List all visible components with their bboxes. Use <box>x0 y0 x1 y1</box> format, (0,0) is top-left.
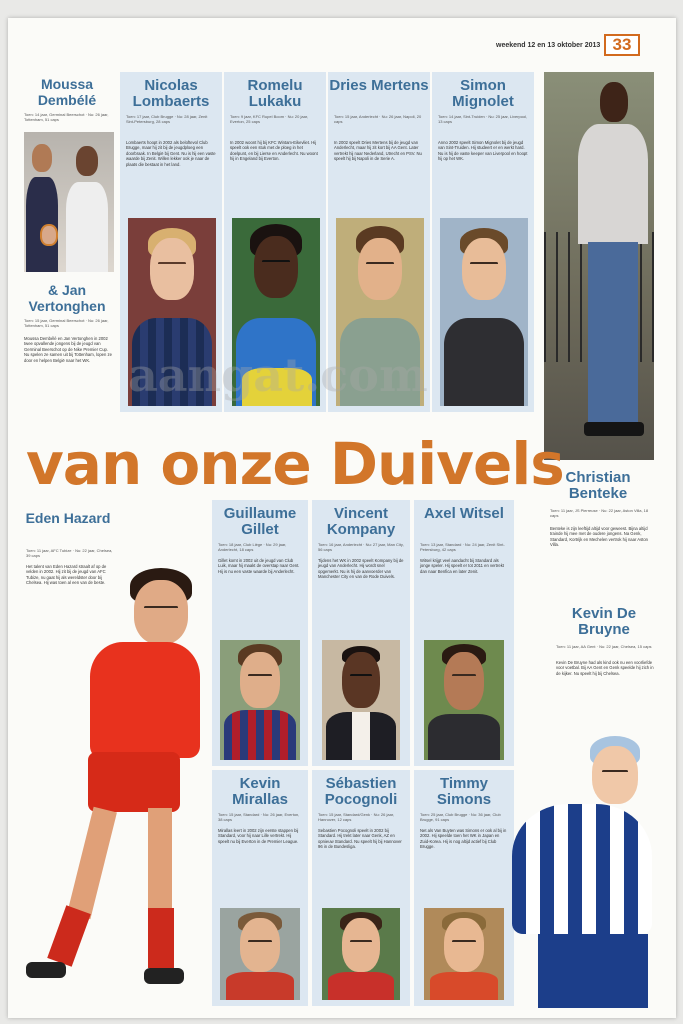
player-name-vertonghen: & Jan Vertonghen <box>28 282 106 314</box>
photo-gillet <box>220 640 300 760</box>
photo-simons <box>424 908 504 1000</box>
player-name-lukaku: Romelu Lukaku <box>247 77 303 110</box>
player-meta-mirallas: Toen: 15 jaar, Standard · Nu: 26 jaar, Everton, 38 caps <box>218 812 300 822</box>
card-gillet <box>212 500 308 766</box>
card-pocognoli <box>312 770 410 1006</box>
player-meta-lukaku: Toen: 9 jaar, KFC Rupel Boom · Nu: 20 jaar, Everton, 25 caps <box>230 114 309 124</box>
player-bio-mirallas: Mirallas leert in 2002 zijn eerste stappen bij Standard, voor hij naar Lille vertrekt. Hij speelt nu bij Everton in de Premier League. <box>218 828 299 844</box>
player-meta-vertonghen: Toen: 15 jaar, Germinal Beerschot · Nu: 26 jaar, Tottenham, 51 caps <box>24 318 109 328</box>
card-debruyne <box>498 598 664 1008</box>
player-name-pocognoli: Sébastien Pocognoli <box>324 775 398 808</box>
player-bio-lukaku: In 2002 woont hij bij KFC Wintam-Eikevliet. Hij speelt ook een stuk met de ploeg in het doelpunt, en bij Lierse en Anderlecht. Nu woont hij in Engeland bij Everton. <box>230 140 318 162</box>
player-name-debruyne: Kevin De Bruyne <box>571 605 637 638</box>
player-meta-mignolet: Toen: 14 jaar, Sint-Truiden · Nu: 25 jaar, Liverpool, 13 caps <box>438 114 528 124</box>
card-kompany <box>312 500 410 766</box>
player-bio-witsel: Witsel krijgt veel aandacht bij Standard als jonge speler. Hij speelt er tot 2011 en vertrekt dan naar Benfica en later Zenit. <box>420 558 504 574</box>
player-bio-simons: Net als Van Buyten was Simons er ook al bij in 2002. Hij speelde toen het WK in Japan en Zuid-Korea. Hij is nog altijd actief bij Club Brugge. <box>420 828 507 850</box>
newspaper-page <box>8 18 676 1018</box>
card-mignolet <box>432 72 534 412</box>
player-meta-gillet: Toen: 18 jaar, Club Liège · Nu: 29 jaar, Anderlecht, 18 caps <box>218 542 287 552</box>
player-bio-pocognoli: Sebastien Pocognoli speelt in 2002 bij Standard. Hij trekt later naar Genk, AZ en opnieuw Standard. Nu speelt hij bij Hannover 96 in de Bundesliga. <box>318 828 402 850</box>
headline: van onze Duivels <box>26 430 564 498</box>
photo-mirallas <box>220 908 300 1000</box>
page-number: 33 <box>604 34 640 56</box>
player-name-gillet: Guillaume Gillet <box>223 505 297 538</box>
photo-pocognoli <box>322 908 400 1000</box>
player-meta-lombaerts: Toen: 17 jaar, Club Brugge · Nu: 28 jaar, Zenit Sint-Petersburg, 28 caps <box>126 114 208 124</box>
player-bio-benteke: Benteke is zijn leeftijd altijd voor geweest. Bijna altijd trainde hij mee met de oudere jongens. Na Genk, Standard, Kortrijk en Mechelen vertrok hij naar Aston Villa. <box>550 526 648 548</box>
player-name-simons: Timmy Simons <box>436 775 492 808</box>
card-benteke <box>538 72 658 592</box>
player-name-witsel: Axel Witsel <box>424 505 504 522</box>
player-meta-simons: Toen: 25 jaar, Club Brugge · Nu: 36 jaar, Club Brugge, 91 caps <box>420 812 501 822</box>
player-name-dembele: Moussa Dembélé <box>37 76 97 108</box>
player-name-mirallas: Kevin Mirallas <box>232 775 288 808</box>
photo-witsel <box>424 640 504 760</box>
photo-benteke <box>544 72 654 460</box>
player-bio-gillet: Gillet komt in 2002 uit de jeugd van Club Luik, maar hij maakt de overstap naar Gent. Hij is nu een vaste waarde bij Anderlecht. <box>218 558 300 574</box>
player-meta-benteke: Toen: 11 jaar, JS Pierreuse · Nu: 22 jaar, Aston Villa, 18 caps <box>550 508 649 518</box>
player-name-kompany: Vincent Kompany <box>326 505 396 538</box>
card-dembele-vertonghen <box>16 66 118 411</box>
issue-date: weekend 12 en 13 oktober 2013 <box>496 42 601 49</box>
photo-dembele-vertonghen <box>24 132 114 272</box>
card-hazard <box>18 508 208 1008</box>
player-name-lombaerts: Nicolas Lombaerts <box>132 77 210 110</box>
player-meta-mertens: Toen: 15 jaar, Anderlecht · Nu: 26 jaar, Napoli, 20 caps <box>334 114 422 124</box>
player-bio-debruyne: Kevin De Bruyne had als kind ook nu een voorliefde voor voetbal. Bij AA Gent en Genk speelde hij zich in de kijker. Nu speelt hij bij Chelsea. <box>556 660 654 676</box>
player-name-benteke: Christian Benteke <box>565 469 631 502</box>
player-bio-kompany: Tijdens het WK in 2002 speelt Kompany bij de jeugd van Anderlecht. Hij wordt snel opgemerkt. Nu is hij de aanvoerder van Manchester City en van de Rode Duivels. <box>318 558 404 580</box>
player-name-mertens: Dries Mertens <box>329 77 429 94</box>
photo-kompany <box>322 640 400 760</box>
player-bio-mertens: In 2002 speelt Dries Mertens bij de jeugd van Anderlecht, maar hij zit kort bij AA Gent. Later vertrekt hij naar Nederland, Utrecht en PSV. Nu speelt hij bij Napoli in de Serie A. <box>334 140 422 162</box>
player-bio-hazard: Het talent van Eden Hazard straalt af op de velden in 2002. Hij zit bij de jeugd van AFC Tubize, nu gaat hij als wereldster door bij Chelsea. Hij was toen al een van de beste. <box>26 564 107 586</box>
card-mirallas <box>212 770 308 1006</box>
player-name-hazard: Eden Hazard <box>25 510 111 526</box>
player-bio-mignolet: Anno 2002 speelt Simon Mignolet bij de jeugd van Sint-Truiden. Hij studeert er en werkt hard. Nu is hij de vaste keeper van Liverpool en hoopt hij op het WK. <box>438 140 528 162</box>
photo-debruyne <box>498 728 658 1008</box>
player-bio-vertonghen: Moussa Dembélé en Jan Vertonghen in 2002 twee opvallende jongens bij de jeugd van Germinal Beerschot op de Nike Premier Cup. Nu spelen ze samen uit bij Tottenham, lopen ze door en helpen België naar het WK. <box>24 336 112 363</box>
player-meta-pocognoli: Toen: 15 jaar, Standard/Genk · Nu: 26 jaar, Hannover, 12 caps <box>318 812 395 822</box>
player-bio-lombaerts: Lombaerts hoopt in 2002 als beloftevol Club Brugge, maar hij zit bij de jeugdploeg een doorbraak. In België bij Gent. Nu is hij een vaste waarde bij Zenit. Willen lekker ook je naar de plaats die bestaat in het land. <box>126 140 216 167</box>
player-meta-hazard: Toen: 11 jaar, AFC Tubize · Nu: 22 jaar, Chelsea, 39 caps <box>26 548 113 558</box>
player-meta-kompany: Toen: 16 jaar, Anderlecht · Nu: 27 jaar, Man City, 56 caps <box>318 542 404 552</box>
player-meta-dembele: Toen: 14 jaar, Germinal Beerschot · Nu: 26 jaar, Tottenham, 51 caps <box>24 112 109 122</box>
player-name-mignolet: Simon Mignolet <box>452 77 514 110</box>
player-meta-debruyne: Toen: 11 jaar, AA Gent · Nu: 22 jaar, Chelsea, 15 caps <box>556 644 652 649</box>
photo-hazard <box>18 568 208 998</box>
photo-mignolet <box>440 218 528 406</box>
player-meta-witsel: Toen: 13 jaar, Standard · Nu: 24 jaar, Zenit Sint-Petersburg, 42 caps <box>420 542 505 552</box>
watermark: aangat.com <box>128 348 428 402</box>
